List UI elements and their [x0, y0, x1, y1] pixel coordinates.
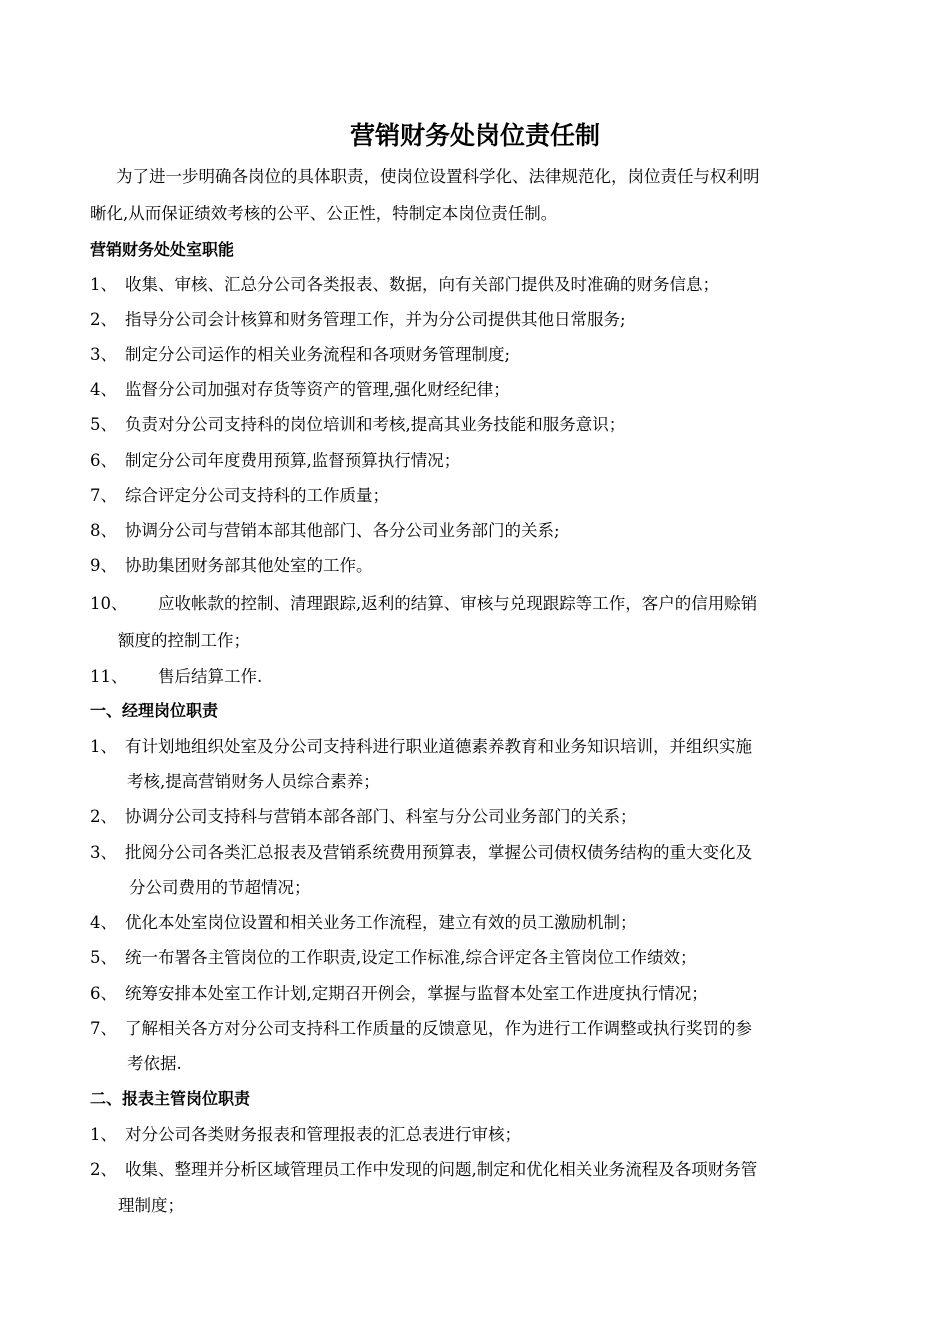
- item-text: 售后结算工作.: [158, 667, 263, 686]
- item-number: 7、: [90, 1019, 117, 1038]
- intro-line-2: 晰化,从而保证绩效考核的公平、公正性，特制定本岗位责任制。: [90, 204, 558, 223]
- item-number: 3、: [90, 345, 117, 364]
- item-text-continuation: 考核,提高营销财务人员综合素养；: [127, 772, 380, 791]
- item-text: 了解相关各方对分公司支持科工作质量的反馈意见，作为进行工作调整或执行奖罚的参: [125, 1019, 752, 1038]
- item-text: 应收帐款的控制、清理跟踪,返利的结算、审核与兑现跟踪等工作，客户的信用赊销: [158, 594, 758, 613]
- item-number: 6、: [90, 451, 117, 470]
- item-text: 对分公司各类财务报表和管理报表的汇总表进行审核；: [125, 1125, 521, 1144]
- page-title: 营销财务处岗位责任制: [349, 121, 600, 150]
- item-number: 5、: [90, 948, 117, 967]
- section-heading-functions: 营销财务处处室职能: [90, 240, 235, 259]
- item-text: 统筹安排本处室工作计划,定期召开例会，掌握与监督本处室工作进度执行情况；: [125, 984, 708, 1003]
- section-heading-manager: 一、经理岗位职责: [90, 701, 219, 720]
- item-text: 综合评定分公司支持科的工作质量；: [125, 486, 389, 505]
- item-text-continuation: 考依据.: [127, 1054, 182, 1073]
- item-number: 1、: [90, 275, 117, 294]
- item-text: 收集、审核、汇总分公司各类报表、数据，向有关部门提供及时准确的财务信息；: [125, 275, 719, 294]
- item-number: 8、: [90, 521, 117, 540]
- item-number: 4、: [90, 380, 117, 399]
- item-number: 1、: [90, 737, 117, 756]
- item-text: 统一布署各主管岗位的工作职责,设定工作标准,综合评定各主管岗位工作绩效；: [125, 948, 697, 967]
- item-number: 1、: [90, 1125, 117, 1144]
- item-text: 协调分公司与营销本部其他部门、各分公司业务部门的关系;: [125, 521, 560, 540]
- item-text: 批阅分公司各类汇总报表及营销系统费用预算表，掌握公司债权债务结构的重大变化及: [125, 843, 752, 862]
- item-text-continuation: 理制度；: [118, 1196, 184, 1215]
- item-number: 9、: [90, 556, 117, 575]
- item-text: 指导分公司会计核算和财务管理工作，并为分公司提供其他日常服务;: [125, 310, 626, 329]
- item-text: 制定分公司年度费用预算,监督预算执行情况；: [125, 451, 461, 470]
- item-number: 6、: [90, 984, 117, 1003]
- item-text: 负责对分公司支持科的岗位培训和考核,提高其业务技能和服务意识；: [125, 415, 626, 434]
- item-text-continuation: 分公司费用的节超情况；: [129, 878, 311, 897]
- item-text-continuation: 额度的控制工作；: [118, 631, 250, 650]
- item-text: 协调分公司支持科与营销本部各部门、科室与分公司业务部门的关系；: [125, 807, 637, 826]
- item-number: 2、: [90, 1160, 117, 1179]
- item-number: 11、: [90, 667, 128, 686]
- item-text: 监督分公司加强对存货等资产的管理,强化财经纪律；: [125, 380, 510, 399]
- item-number: 10、: [90, 594, 128, 613]
- item-number: 7、: [90, 486, 117, 505]
- item-number: 4、: [90, 913, 117, 932]
- item-number: 3、: [90, 843, 117, 862]
- item-number: 2、: [90, 310, 117, 329]
- item-number: 2、: [90, 807, 117, 826]
- item-text: 收集、整理并分析区域管理员工作中发现的问题,制定和优化相关业务流程及各项财务管: [125, 1160, 758, 1179]
- section-heading-report-supervisor: 二、报表主管岗位职责: [90, 1089, 251, 1108]
- item-text: 优化本处室岗位设置和相关业务工作流程，建立有效的员工激励机制；: [125, 913, 637, 932]
- item-text: 有计划地组织处室及分公司支持科进行职业道德素养教育和业务知识培训，并组织实施: [125, 737, 752, 756]
- intro-line-1: 为了进一步明确各岗位的具体职责，使岗位设置科学化、法律规范化，岗位责任与权利明: [116, 167, 760, 186]
- item-text: 制定分公司运作的相关业务流程和各项财务管理制度;: [125, 345, 511, 364]
- item-text: 协助集团财务部其他处室的工作。: [125, 556, 373, 575]
- item-number: 5、: [90, 415, 117, 434]
